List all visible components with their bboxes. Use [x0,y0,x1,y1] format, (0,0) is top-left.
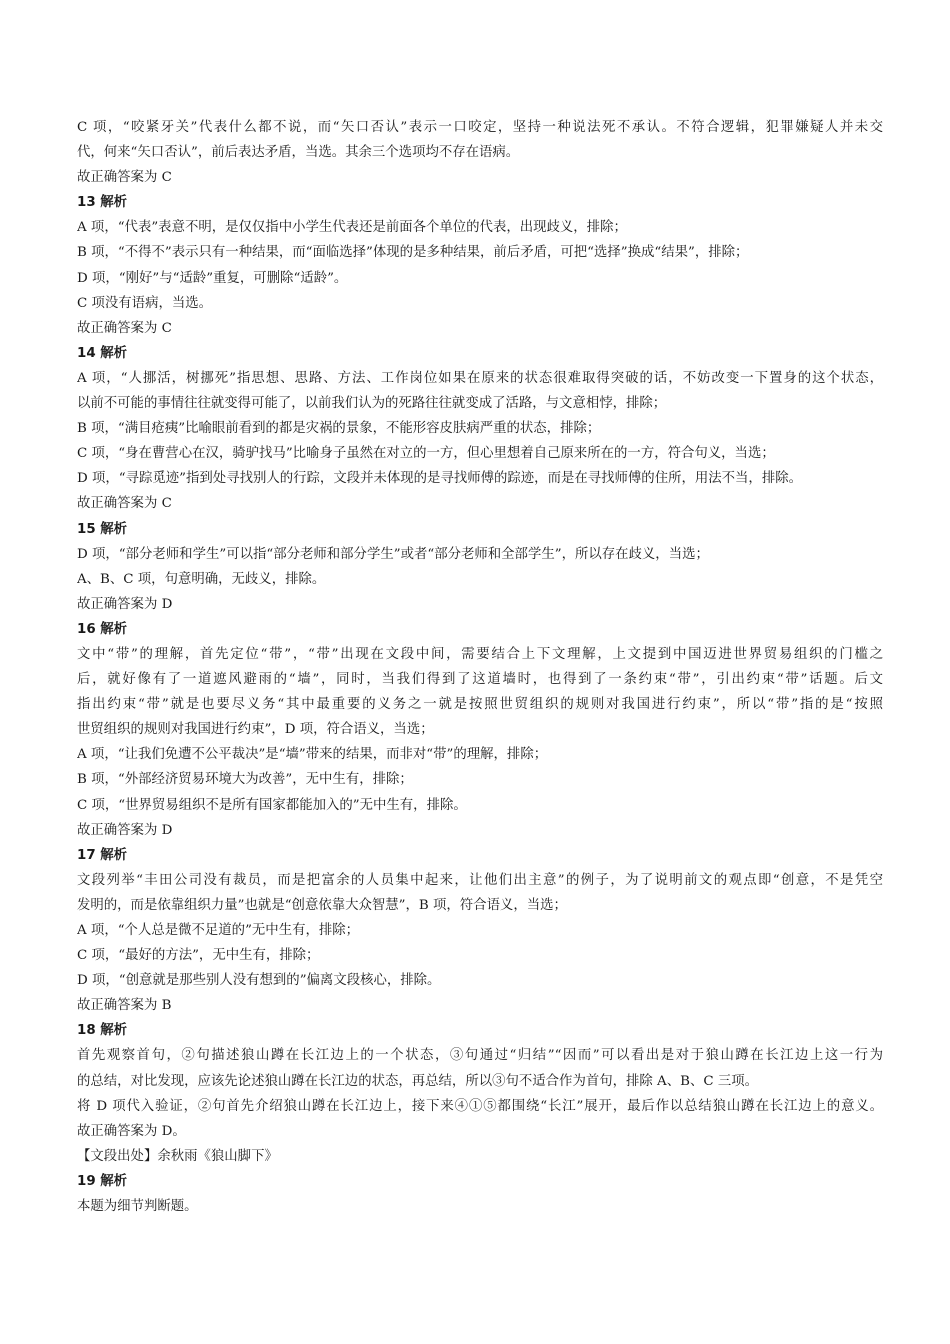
text-line: A、B、C 项，句意明确，无歧义，排除。 [77,571,326,587]
text-line: 首先观察首句，②句描述狼山蹲在长江边上的一个状态，③句通过“归结”“因而”可以看出是对于狼山蹲在长江边上这一行为 [77,1048,883,1064]
section-heading: 15 解析 [77,521,128,537]
text-line: A 项，“让我们免遭不公平裁决”是“墙”带来的结果，而非对“带”的理解，排除； [77,747,548,763]
text-line: 文段列举“丰田公司没有裁员，而是把富余的人员集中起来，让他们出主意”的例子，为了说明前文的观点即“创意，不是凭空 [77,872,883,888]
text-line: 故正确答案为 C [77,170,172,186]
text-line: 代，何来“矢口否认”，前后表达矛盾，当选。其余三个选项均不存在语病。 [77,145,520,161]
text-line: 以前不可能的事情往往就变得可能了，以前我们认为的死路往往就变成了活路，与文意相悖，排除； [77,396,667,412]
text-line: 故正确答案为 C [77,320,172,336]
text-line: C 项，“世界贸易组织不是所有国家都能加入的”无中生有，排除。 [77,797,467,813]
section-heading: 16 解析 [77,621,128,637]
text-line: B 项，“满目疮痍”比喻眼前看到的都是灾祸的景象，不能形容皮肤病严重的状态，排除； [77,421,601,437]
text-line: C 项，“咬紧牙关”代表什么都不说，而“矢口否认”表示一口咬定，坚持一种说法死不承认。不符合逻辑，犯罪嫌疑人并未交 [77,120,883,135]
text-line: C 项没有语病，当选。 [77,295,213,311]
text-line: 发明的，而是依靠组织力量”也就是“创意依靠大众智慧”，B 项，符合语义，当选； [77,897,567,913]
section-heading: 18 解析 [77,1023,128,1039]
text-line: D 项，“创意就是那些别人没有想到的”偏离文段核心，排除。 [77,973,441,989]
section-heading: 19 解析 [77,1173,128,1189]
text-line: A 项，“代表”表意不明，是仅仅指中小学生代表还是前面各个单位的代表，出现歧义，排除； [77,220,627,236]
text-line: A 项，“人挪活，树挪死”指思想、思路、方法、工作岗位如果在原来的状态很难取得突破的话，不妨改变一下置身的这个状态， [77,370,883,386]
text-line: B 项，“不得不”表示只有一种结果，而“面临选择”体现的是多种结果，前后矛盾，可把“选择”换成“结果”，排除； [77,245,749,261]
text-line: C 项，“最好的方法”，无中生有，排除； [77,948,320,964]
text-line: 故正确答案为 D [77,822,173,838]
text-line: 指出约束“带”就是也要尽义务“其中最重要的义务之一就是按照世贸组织的规则对我国进行约束”，所以“带”指的是“按照 [77,697,883,713]
text-line: 的总结，对比发现，应该先论述狼山蹲在长江边的状态，再总结，所以③句不适合作为首句，排除 A、B、C 三项。 [77,1073,759,1089]
text-line: B 项，“外部经济贸易环境大为改善”，无中生有，排除； [77,772,413,788]
section-heading: 14 解析 [77,345,128,361]
text-line: 文中“带”的理解，首先定位“带”，“带”出现在文段中间，需要结合上下文理解，上文提到中国迈进世界贸易组织的门槛之 [77,646,883,662]
text-line: 故正确答案为 B [77,998,172,1014]
section-heading: 13 解析 [77,195,128,211]
text-line: 世贸组织的规则对我国进行约束”，D 项，符合语义，当选； [77,722,434,738]
text-line: 后，就好像有了一道遮风避雨的“墙”，同时，当我们得到了这道墙时，也得到了一条约束“带”，引出约束“带”话题。后文 [77,672,883,688]
text-line: D 项，“部分老师和学生”可以指“部分老师和部分学生”或者“部分老师和全部学生”，所以存在歧义，当选； [77,546,709,562]
document-page [77,115,883,1219]
text-line: D 项，“寻踪觅迹”指到处寻找别人的行踪，文段并未体现的是寻找师傅的踪迹，而是在寻找师傅的住所，用法不当，排除。 [77,471,802,487]
text-line: D 项，“刚好”与“适龄”重复，可删除“适龄”。 [77,270,348,286]
text-line: C 项，“身在曹营心在汉，骑驴找马”比喻身子虽然在对立的一方，但心里想着自己原来所在的一方，符合句义，当选； [77,446,775,462]
text-line: 故正确答案为 D。 [77,1123,186,1139]
text-line: 【文段出处】余秋雨《狼山脚下》 [77,1148,278,1164]
text-line: A 项，“个人总是微不足道的”无中生有，排除； [77,923,360,938]
text-line: 故正确答案为 D [77,596,173,612]
text-line: 将 D 项代入验证，②句首先介绍狼山蹲在长江边上，接下来④①⑤都围绕“长江”展开，最后作以总结狼山蹲在长江边上的意义。 [77,1098,883,1114]
text-line: 本题为细节判断题。 [77,1199,198,1215]
text-line: 故正确答案为 C [77,496,172,512]
section-heading: 17 解析 [77,847,128,863]
